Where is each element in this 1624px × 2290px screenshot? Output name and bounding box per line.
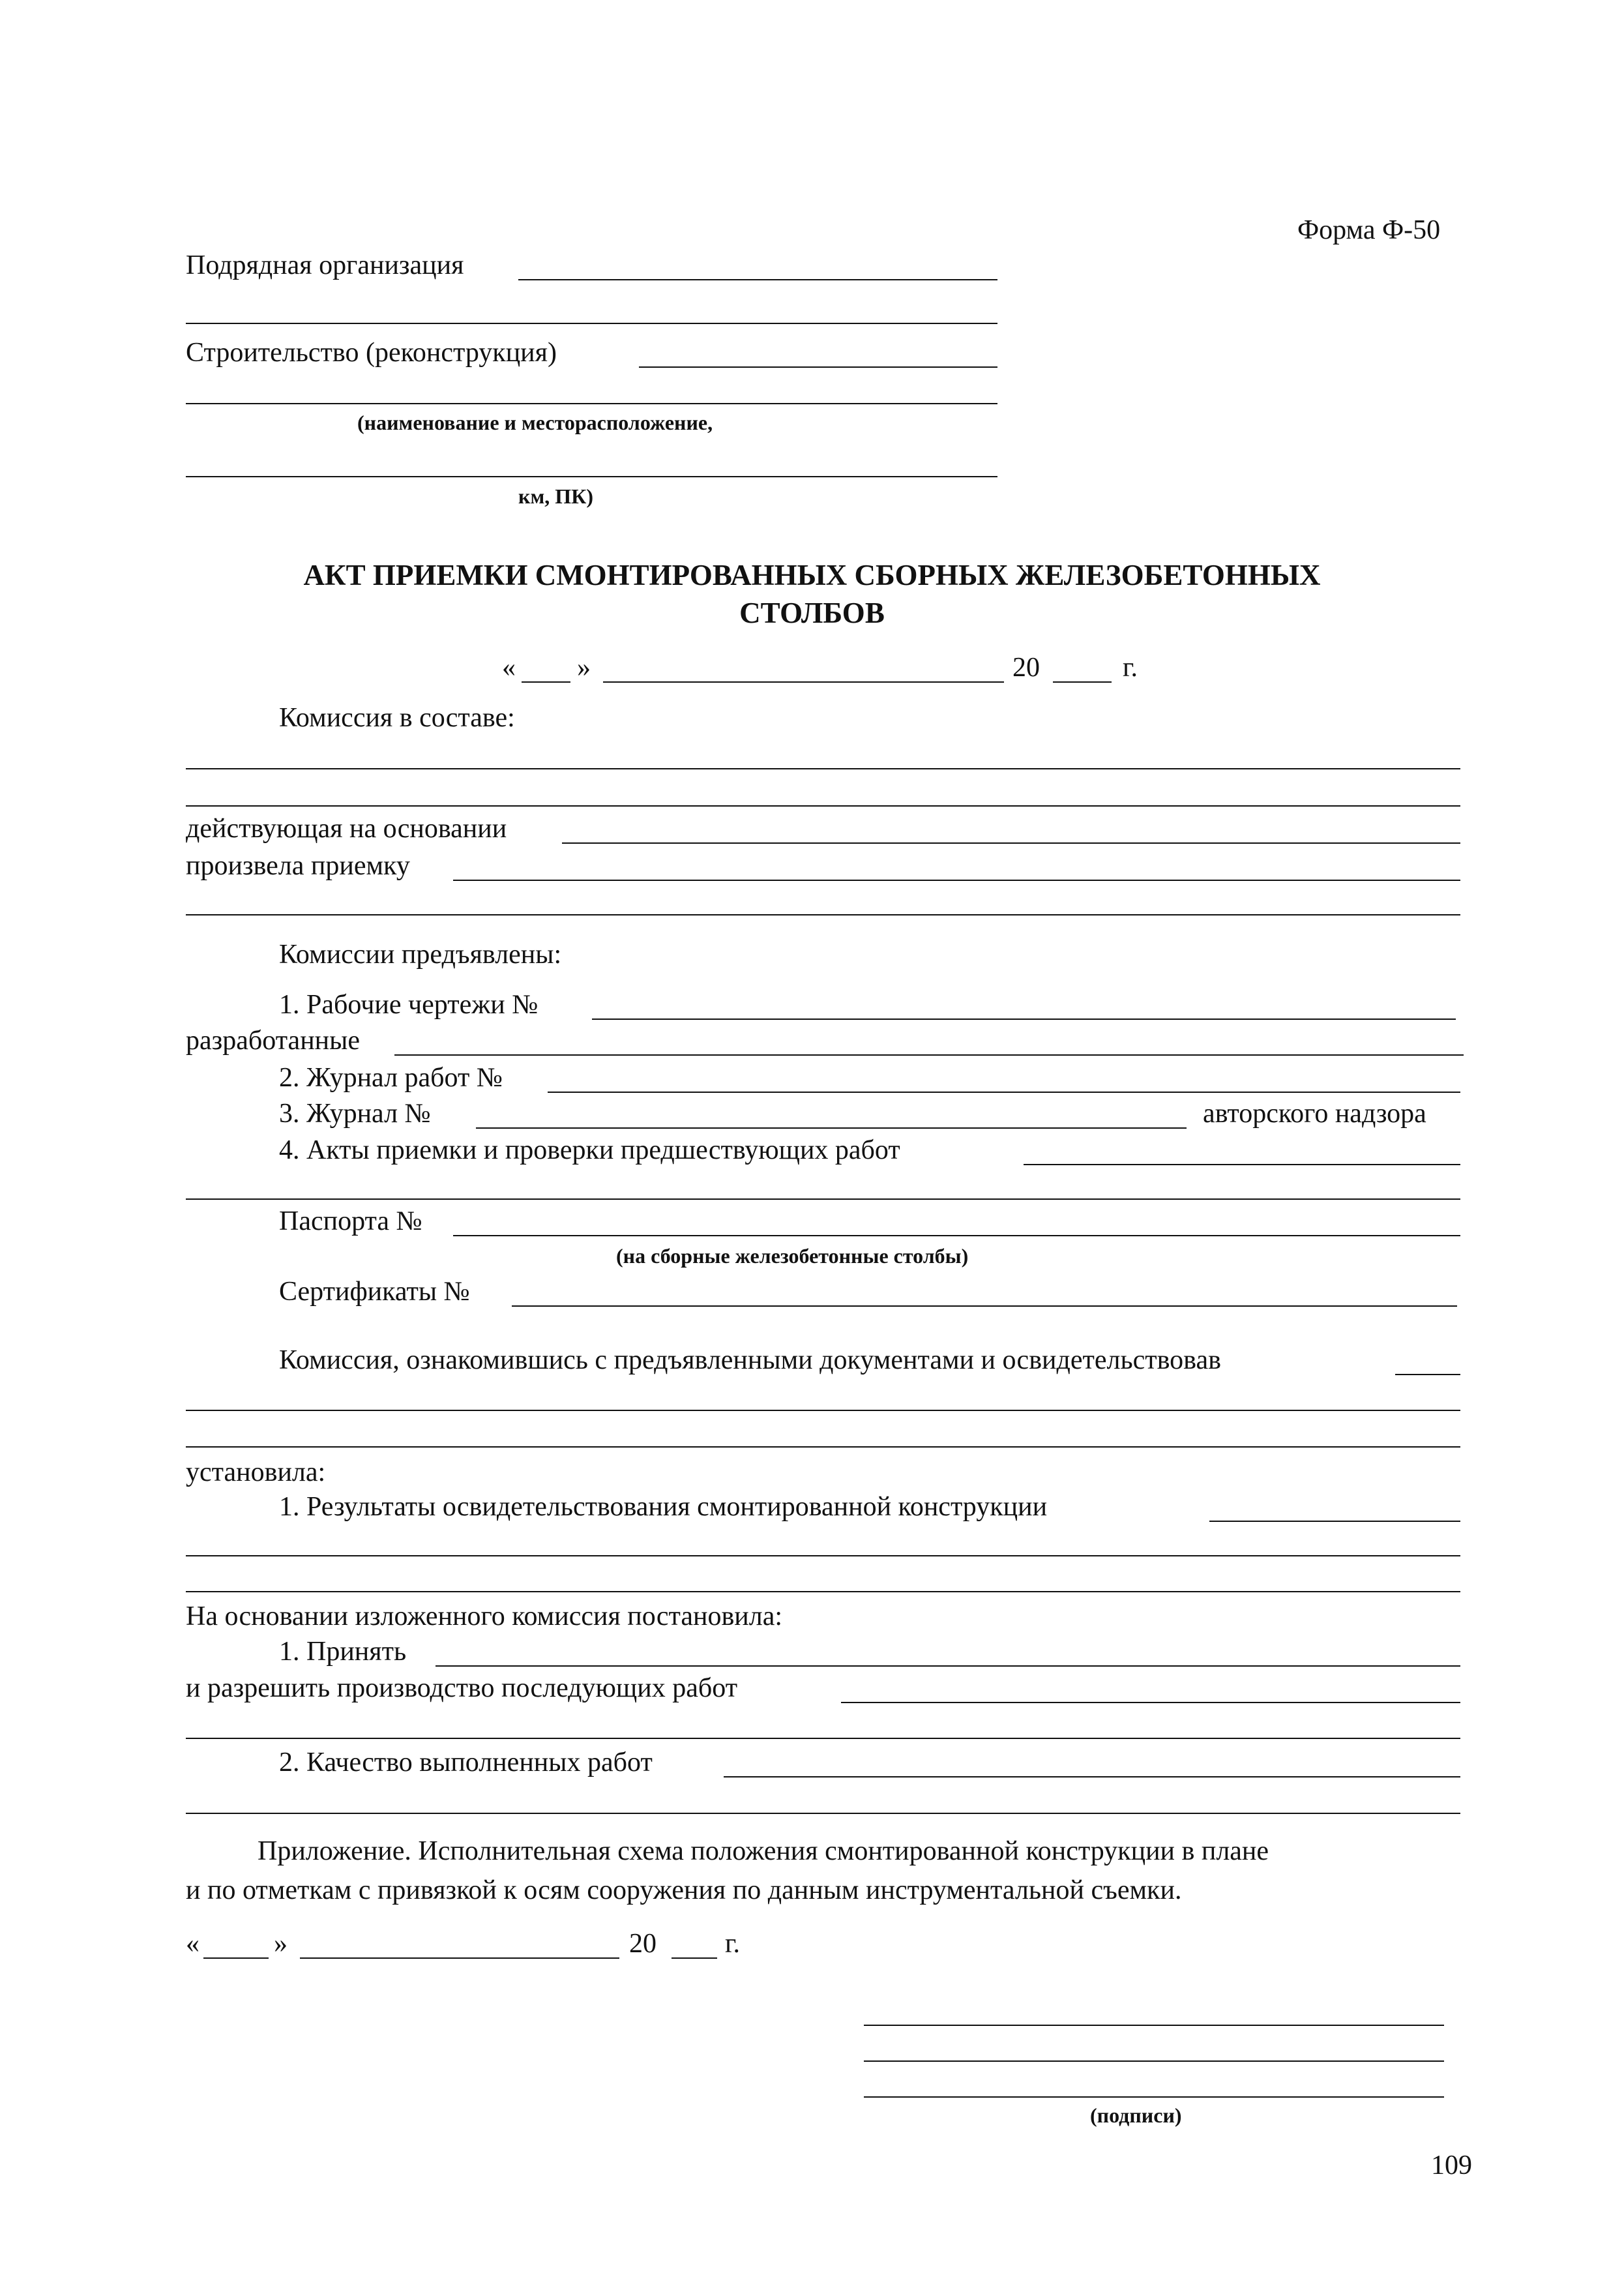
item4-acts-label: 4. Акты приемки и проверки предшествующих работ <box>279 1135 900 1165</box>
review-field-2[interactable] <box>186 1410 1460 1411</box>
location-field[interactable] <box>186 476 997 477</box>
result-field-3[interactable] <box>186 1591 1460 1592</box>
date-open-quote: « <box>502 653 516 683</box>
contractor-field[interactable] <box>518 279 997 280</box>
signature-line-3[interactable] <box>864 2096 1444 2098</box>
performed-acceptance-label: произвела приемку <box>186 851 410 881</box>
permit-field[interactable] <box>841 1702 1460 1703</box>
km-pk-hint: км, ПК) <box>518 484 593 508</box>
quality-label: 2. Качество выполненных работ <box>279 1747 653 1777</box>
passports-hint: (на сборные железобетонные столбы) <box>616 1244 969 1268</box>
form-number: Форма Ф-50 <box>1297 215 1441 245</box>
document-title-line1: АКТ ПРИЕМКИ СМОНТИРОВАННЫХ СБОРНЫХ ЖЕЛЕЗОБЕТОННЫХ <box>303 559 1321 591</box>
commission-composition-label: Комиссия в составе: <box>279 703 515 733</box>
date-year-prefix: 20 <box>1012 653 1040 683</box>
passports-field[interactable] <box>453 1235 1460 1236</box>
certificates-label: Сертификаты № <box>279 1277 470 1307</box>
passports-label: Паспорта № <box>279 1206 422 1236</box>
contractor-field-cont[interactable] <box>186 323 997 324</box>
presented-heading: Комиссии предъявлены: <box>279 940 562 970</box>
accept-label: 1. Принять <box>279 1637 407 1667</box>
commission-composition-field[interactable] <box>186 768 1460 769</box>
developed-label: разработанные <box>186 1026 361 1056</box>
document-title-line2: СТОЛБОВ <box>739 597 885 629</box>
decision-heading: На основании изложенного комиссия постановила: <box>186 1601 783 1631</box>
performed-acceptance-field-cont[interactable] <box>186 914 1460 915</box>
result-field-2[interactable] <box>186 1555 1460 1556</box>
accept-field[interactable] <box>436 1665 1460 1667</box>
performed-acceptance-field[interactable] <box>453 880 1460 881</box>
permit-field-cont[interactable] <box>186 1738 1460 1739</box>
item4-acts-field-cont[interactable] <box>186 1198 1460 1200</box>
result-label: 1. Результаты освидетельствования смонтированной конструкции <box>279 1492 1048 1522</box>
item2-work-log-label: 2. Журнал работ № <box>279 1063 503 1093</box>
established-label: установила: <box>186 1457 326 1487</box>
date-month-field[interactable] <box>603 681 1004 683</box>
item4-acts-field[interactable] <box>1024 1164 1460 1165</box>
signature-line-1[interactable] <box>864 2025 1444 2026</box>
developed-field[interactable] <box>394 1054 1464 1056</box>
item3-log-suffix: авторского надзора <box>1203 1099 1426 1129</box>
date-day-field[interactable] <box>522 681 570 683</box>
quality-field[interactable] <box>724 1776 1460 1777</box>
construction-label: Строительство (реконструкция) <box>186 338 557 368</box>
acting-basis-field[interactable] <box>562 842 1460 844</box>
bottom-date-month-field[interactable] <box>300 1957 619 1959</box>
construction-field[interactable] <box>639 366 997 368</box>
quality-field-cont[interactable] <box>186 1813 1460 1814</box>
bottom-date-day-field[interactable] <box>203 1957 269 1959</box>
item1-drawings-label: 1. Рабочие чертежи № <box>279 990 539 1020</box>
commission-composition-field-2[interactable] <box>186 805 1460 807</box>
date-close-quote: » <box>577 653 591 683</box>
review-intro: Комиссия, ознакомившись с предъявленными документами и освидетельствовав <box>279 1345 1221 1375</box>
bottom-date-year-field[interactable] <box>672 1957 717 1959</box>
acting-basis-label: действующая на основании <box>186 814 507 844</box>
contractor-label: Подрядная организация <box>186 250 464 280</box>
signature-line-2[interactable] <box>864 2060 1444 2062</box>
date-year-field[interactable] <box>1053 681 1112 683</box>
result-field[interactable] <box>1209 1521 1460 1522</box>
date-year-suffix: г. <box>1123 653 1138 683</box>
bottom-date-year-prefix: 20 <box>629 1929 657 1959</box>
signature-hint: (подписи) <box>1090 2104 1182 2127</box>
construction-field-cont[interactable] <box>186 403 997 404</box>
certificates-field[interactable] <box>512 1305 1457 1307</box>
item1-drawings-field[interactable] <box>592 1019 1456 1020</box>
name-location-hint: (наименование и месторасположение, <box>357 411 713 434</box>
review-intro-field[interactable] <box>1395 1374 1460 1375</box>
appendix-line2: и по отметкам с привязкой к осям сооружения по данным инструментальной съемки. <box>186 1875 1182 1905</box>
appendix-line1: Приложение. Исполнительная схема положения смонтированной конструкции в плане <box>258 1836 1269 1866</box>
bottom-date-year-suffix: г. <box>725 1929 740 1959</box>
bottom-date-open-quote: « <box>186 1929 199 1959</box>
bottom-date-close-quote: » <box>274 1929 288 1959</box>
item3-log-field[interactable] <box>476 1127 1187 1129</box>
item3-log-label: 3. Журнал № <box>279 1099 431 1129</box>
page-number: 109 <box>1431 2150 1472 2180</box>
review-field-3[interactable] <box>186 1446 1460 1448</box>
item2-work-log-field[interactable] <box>548 1092 1460 1093</box>
permit-label: и разрешить производство последующих работ <box>186 1673 738 1703</box>
